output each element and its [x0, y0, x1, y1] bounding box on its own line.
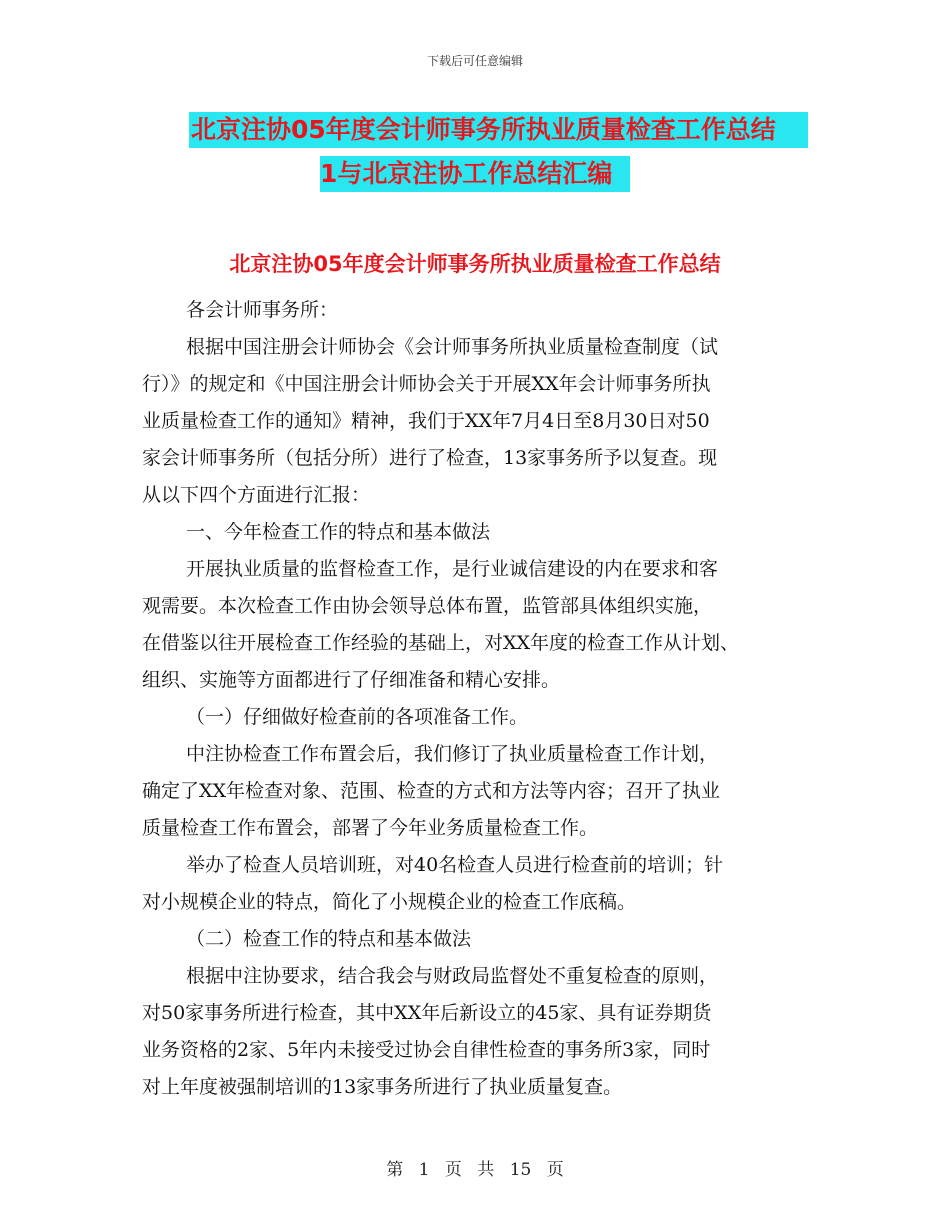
paragraph-line: 开展执业质量的监督检查工作，是行业诚信建设的内在要求和客 [186, 558, 719, 580]
paragraph-line: 观需要。本次检查工作由协会领导总体布置，监管部具体组织实施， [142, 595, 713, 617]
header-note: 下载后可任意编辑 [426, 54, 523, 68]
paragraph-line: 对上年度被强制培训的13家事务所进行了执业质量复查。 [142, 1076, 623, 1098]
page-footer [0, 1155, 950, 1180]
paragraph-line: 业务资格的2家、5年内未接受过协会自律性检查的事务所3家，同时 [142, 1039, 711, 1061]
paragraph-line: 组织、实施等方面都进行了仔细准备和精心安排。 [142, 669, 561, 691]
paragraph-line: 根据中国注册会计师协会《会计师事务所执业质量检查制度（试 [186, 336, 719, 358]
paragraph-line: 中注协检查工作布置会后，我们修订了执业质量检查工作计划， [186, 743, 719, 765]
paragraph-line: 对小规模企业的特点，简化了小规模企业的检查工作底稿。 [142, 891, 637, 913]
total-unit: 页 [546, 1160, 564, 1180]
paragraph-line: 业质量检查工作的通知》精神，我们于XX年7月4日至8月30日对50 [142, 410, 710, 432]
paragraph-line: 质量检查工作布置会，部署了今年业务质量检查工作。 [142, 817, 599, 839]
paragraph-line: 根据中注协要求，结合我会与财政局监督处不重复检查的原则， [186, 965, 719, 987]
paragraph-line: 举办了检查人员培训班，对40名检查人员进行检查前的培训；针 [186, 854, 724, 876]
document-body [142, 292, 812, 1106]
page-label: 第 [386, 1160, 404, 1180]
paragraph-line: 在借鉴以往开展检查工作经验的基础上，对XX年度的检查工作从计划、 [142, 632, 740, 654]
page-total: 15 [509, 1160, 532, 1180]
paragraph-line: 确定了XX年检查对象、范围、检查的方式和方法等内容；召开了执业 [142, 780, 721, 802]
page-current: 1 [418, 1160, 430, 1180]
paragraph-line: 从以下四个方面进行汇报： [142, 484, 371, 506]
section-title: 北京注协05年度会计师事务所执业质量检查工作总结 [229, 252, 721, 276]
paragraph-line: 对50家事务所进行检查，其中XX年后新设立的45家、具有证券期货 [142, 1002, 712, 1024]
document-title-line-2: 1与北京注协工作总结汇编 [320, 156, 630, 192]
page-unit: 页 [444, 1160, 462, 1180]
paragraph-line: 家会计师事务所（包括分所）进行了检查，13家事务所予以复查。现 [142, 447, 718, 469]
subsection-heading: （一）仔细做好检查前的各项准备工作。 [186, 706, 529, 728]
section-heading: 一、今年检查工作的特点和基本做法 [186, 521, 491, 543]
paragraph-line: 行）》的规定和《中国注册会计师协会关于开展XX年会计师事务所执 [142, 373, 711, 395]
subsection-heading: （二）检查工作的特点和基本做法 [186, 928, 472, 950]
salutation: 各会计师事务所： [186, 299, 339, 321]
total-label: 共 [477, 1160, 495, 1180]
document-title-line-1: 北京注协05年度会计师事务所执业质量检查工作总结 [189, 112, 808, 148]
